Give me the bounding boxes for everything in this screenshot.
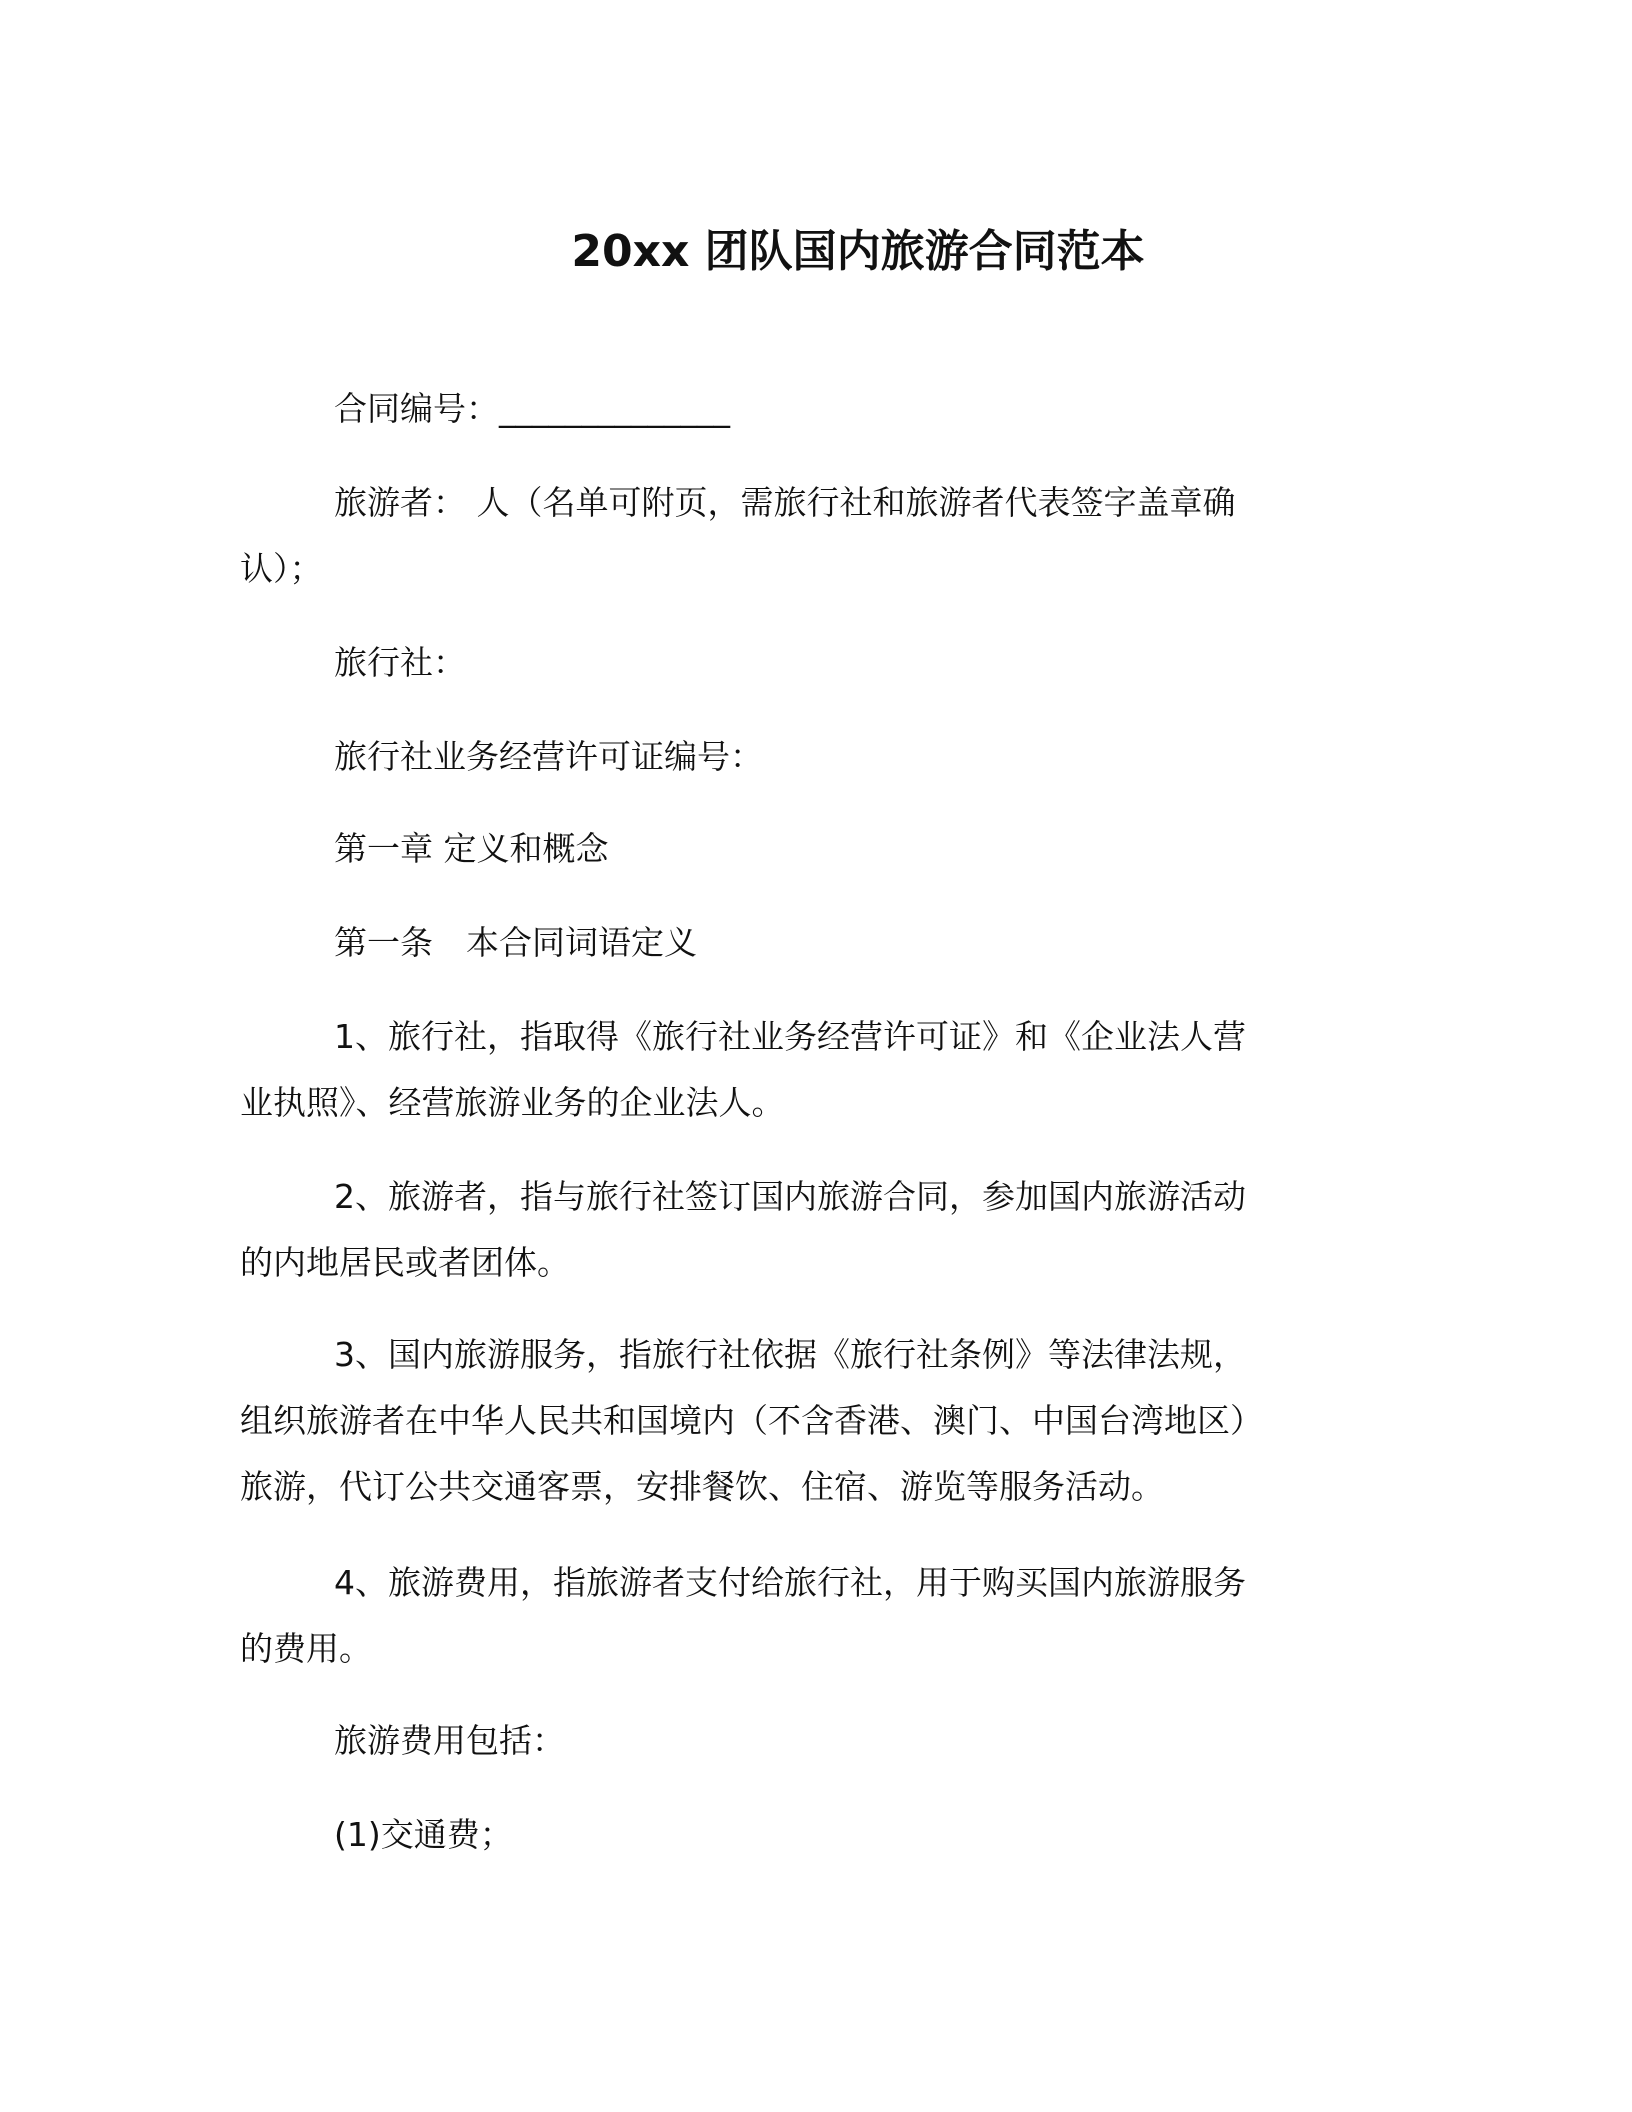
definition-4-line-1: 4、旅游费用，指旅游者支付给旅行社，用于购买国内旅游服务 [334, 1563, 1246, 1602]
fee-item-1: (1)交通费； [334, 1815, 513, 1854]
definition-2-line-1: 2、旅游者，指与旅行社签订国内旅游合同，参加国内旅游活动 [334, 1177, 1246, 1216]
definition-3-line-2: 组织旅游者在中华人民共和国境内（不含香港、澳门、中国台湾地区） [240, 1401, 1263, 1440]
fee-includes-heading: 旅游费用包括： [334, 1721, 565, 1760]
document-title: 20xx 团队国内旅游合同范本 [571, 226, 1145, 277]
article-heading: 第一条 本合同词语定义 [334, 923, 697, 962]
paragraph-agency: 旅行社： [334, 643, 466, 682]
paragraph-license-number: 旅行社业务经营许可证编号： [334, 737, 763, 776]
contract-number-label: 合同编号： [334, 389, 499, 428]
contract-number-line [334, 386, 1474, 432]
definition-4-line-2: 的费用。 [240, 1629, 372, 1668]
chapter-heading: 第一章 定义和概念 [334, 829, 609, 868]
definition-2-line-2: 的内地居民或者团体。 [240, 1243, 570, 1282]
definition-1-line-2: 业执照》、经营旅游业务的企业法人。 [240, 1083, 785, 1122]
paragraph-tourist-line-1: 旅游者： 人（名单可附页，需旅行社和旅游者代表签字盖章确 [334, 483, 1236, 522]
definition-1-line-1: 1、旅行社，指取得《旅行社业务经营许可证》和《企业法人营 [334, 1017, 1246, 1056]
definition-3-line-3: 旅游，代订公共交通客票，安排餐饮、住宿、游览等服务活动。 [240, 1467, 1164, 1506]
definition-3-line-1: 3、国内旅游服务，指旅行社依据《旅行社条例》等法律法规， [334, 1335, 1246, 1374]
paragraph-tourist-line-2: 认）； [240, 549, 323, 588]
contract-number-blank: ______________ [499, 389, 730, 428]
